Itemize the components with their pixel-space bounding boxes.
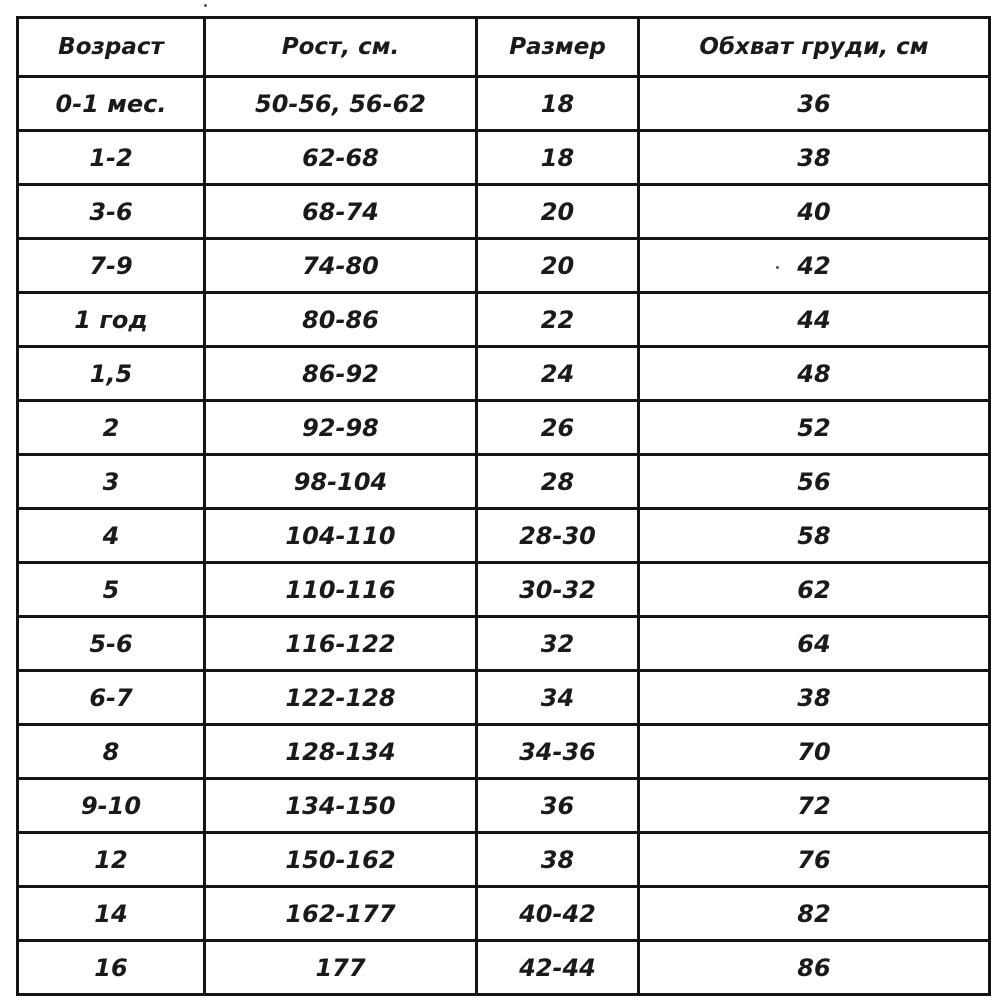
cell-height: 150-162 bbox=[205, 833, 477, 887]
cell-chest: 44 bbox=[639, 293, 990, 347]
cell-age: 1-2 bbox=[18, 131, 205, 185]
cell-height: 62-68 bbox=[205, 131, 477, 185]
table-row bbox=[18, 185, 990, 239]
cell-age: 2 bbox=[18, 401, 205, 455]
table-row bbox=[18, 347, 990, 401]
cell-height: 74-80 bbox=[205, 239, 477, 293]
table-row bbox=[18, 509, 990, 563]
cell-size: 24 bbox=[477, 347, 639, 401]
table-row bbox=[18, 563, 990, 617]
cell-age: 1,5 bbox=[18, 347, 205, 401]
cell-height: 116-122 bbox=[205, 617, 477, 671]
cell-height: 122-128 bbox=[205, 671, 477, 725]
table-row bbox=[18, 401, 990, 455]
cell-height: 177 bbox=[205, 941, 477, 995]
cell-height: 68-74 bbox=[205, 185, 477, 239]
cell-age: 4 bbox=[18, 509, 205, 563]
header-height: Рост, см. bbox=[205, 18, 477, 77]
cell-size: 28 bbox=[477, 455, 639, 509]
table-row bbox=[18, 239, 990, 293]
table-row bbox=[18, 131, 990, 185]
cell-chest: 38 bbox=[639, 131, 990, 185]
cell-age: 5-6 bbox=[18, 617, 205, 671]
table-row bbox=[18, 455, 990, 509]
cell-chest: 40 bbox=[639, 185, 990, 239]
cell-size: 34-36 bbox=[477, 725, 639, 779]
cell-chest: 58 bbox=[639, 509, 990, 563]
cell-chest: 48 bbox=[639, 347, 990, 401]
cell-size: 36 bbox=[477, 779, 639, 833]
cell-chest: 86 bbox=[639, 941, 990, 995]
table-row bbox=[18, 77, 990, 131]
cell-chest: 70 bbox=[639, 725, 990, 779]
cell-size: 22 bbox=[477, 293, 639, 347]
header-chest: Обхват груди, см bbox=[639, 18, 990, 77]
cell-height: 86-92 bbox=[205, 347, 477, 401]
cell-age: 3 bbox=[18, 455, 205, 509]
cell-size: 20 bbox=[477, 239, 639, 293]
cell-age: 12 bbox=[18, 833, 205, 887]
table-row bbox=[18, 779, 990, 833]
cell-chest: 56 bbox=[639, 455, 990, 509]
cell-height: 104-110 bbox=[205, 509, 477, 563]
cell-chest: 38 bbox=[639, 671, 990, 725]
table-body bbox=[18, 77, 990, 995]
cell-height: 134-150 bbox=[205, 779, 477, 833]
cell-age: 1 год bbox=[18, 293, 205, 347]
cell-size: 42-44 bbox=[477, 941, 639, 995]
cell-size: 18 bbox=[477, 131, 639, 185]
cell-chest: 72 bbox=[639, 779, 990, 833]
cell-height: 128-134 bbox=[205, 725, 477, 779]
cell-chest: 42 bbox=[639, 239, 990, 293]
cell-age: 7-9 bbox=[18, 239, 205, 293]
cell-height: 80-86 bbox=[205, 293, 477, 347]
cell-height: 98-104 bbox=[205, 455, 477, 509]
cell-height: 110-116 bbox=[205, 563, 477, 617]
cell-chest: 82 bbox=[639, 887, 990, 941]
cell-age: 6-7 bbox=[18, 671, 205, 725]
cell-age: 8 bbox=[18, 725, 205, 779]
table-row bbox=[18, 887, 990, 941]
cell-height: 50-56, 56-62 bbox=[205, 77, 477, 131]
table-row bbox=[18, 941, 990, 995]
cell-height: 162-177 bbox=[205, 887, 477, 941]
cell-chest: 36 bbox=[639, 77, 990, 131]
stray-dot-top bbox=[204, 4, 207, 7]
header-size: Размер bbox=[477, 18, 639, 77]
cell-age: 14 bbox=[18, 887, 205, 941]
cell-age: 16 bbox=[18, 941, 205, 995]
table-row bbox=[18, 293, 990, 347]
cell-chest: 52 bbox=[639, 401, 990, 455]
cell-size: 18 bbox=[477, 77, 639, 131]
cell-chest: 62 bbox=[639, 563, 990, 617]
cell-age: 9-10 bbox=[18, 779, 205, 833]
cell-age: 0-1 мес. bbox=[18, 77, 205, 131]
cell-size: 32 bbox=[477, 617, 639, 671]
cell-size: 40-42 bbox=[477, 887, 639, 941]
cell-age: 5 bbox=[18, 563, 205, 617]
cell-chest: 64 bbox=[639, 617, 990, 671]
cell-height: 92-98 bbox=[205, 401, 477, 455]
header-age: Возраст bbox=[18, 18, 205, 77]
cell-size: 20 bbox=[477, 185, 639, 239]
table-header-row bbox=[18, 18, 990, 77]
table-row bbox=[18, 833, 990, 887]
table-row bbox=[18, 725, 990, 779]
cell-age: 3-6 bbox=[18, 185, 205, 239]
cell-size: 34 bbox=[477, 671, 639, 725]
cell-size: 26 bbox=[477, 401, 639, 455]
cell-size: 30-32 bbox=[477, 563, 639, 617]
cell-size: 38 bbox=[477, 833, 639, 887]
table-row bbox=[18, 617, 990, 671]
cell-chest: 76 bbox=[639, 833, 990, 887]
size-chart-table bbox=[16, 16, 991, 996]
table-row bbox=[18, 671, 990, 725]
cell-size: 28-30 bbox=[477, 509, 639, 563]
